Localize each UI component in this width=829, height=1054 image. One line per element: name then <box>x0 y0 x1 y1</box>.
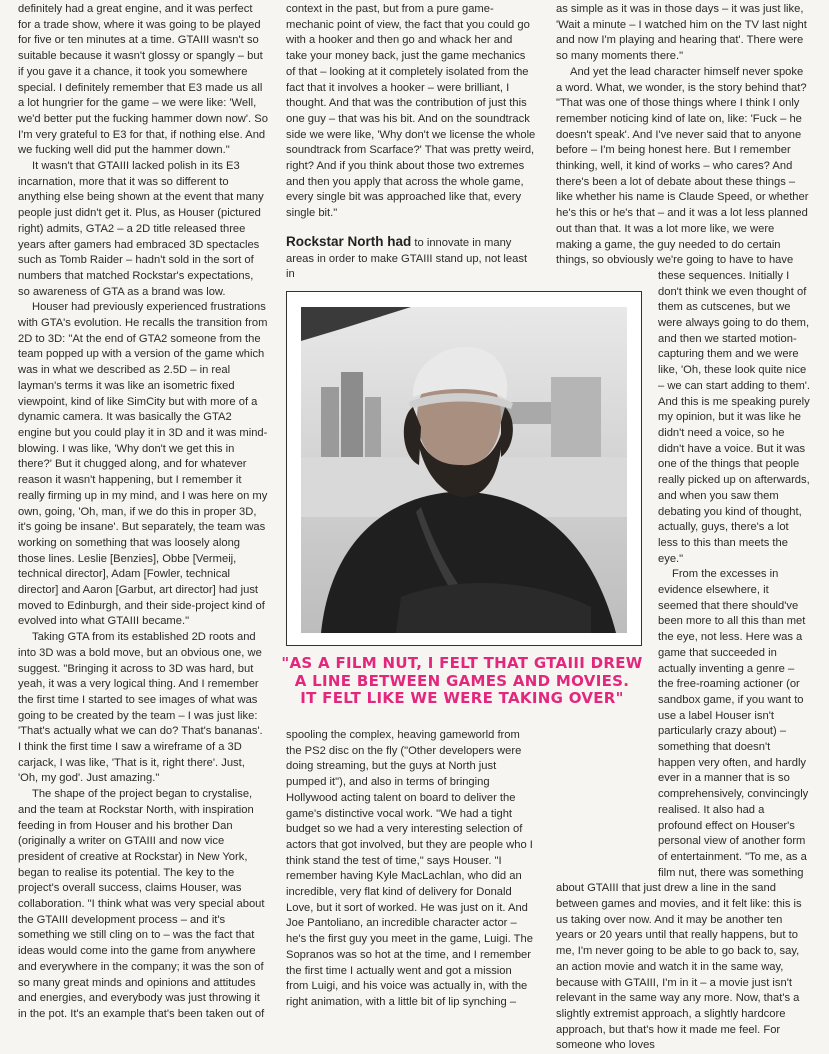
pull-quote-line: A LINE BETWEEN GAMES AND MOVIES. <box>294 671 630 690</box>
paragraph: Taking GTA from its established 2D roots and into 3D was a bold move, but an obvious one, we suggest. "Bringing it across to 3D was hard, but yeah, it was a very logical thing. And I remember the first time I started to see images of what was going to be created by the team – I was just like: 'That's actually what we can do? That's bananas'. I think the first time I saw a wireframe of a 3D carjack, I was like, 'That is it, right there'. Just, 'Oh, my god'. Just amazing." <box>18 631 263 785</box>
runin-text: to innovate in many areas in order to make GTAIII stand up, not least in <box>286 236 528 281</box>
paragraph: And yet the lead character himself never spoke a word. What, we wonder, is the story behind that? "That was one of those things where I think I only remember noticing kind of late on, like: 'Fuck – he doesn't speak'. And I've never said that to anyone before – I'm being honest here. But I remember thinking, well, it kind of works – who cares? And there's been a lot of debate about these things – like whether his name is Claude Speed, or whether he's this or he's that – and it was a lot less planned out than that. It was a lot more like, we were making a game, the guy needed to do certain things, so obviously we're going to have to have these sequences. Initially I don't think we even thought of them as cutscenes, but we were always going to do them, and then we started motion-capturing them and we were like, 'Oh, these look quite nice – we can start adding to them'. And this is me speaking purely my opinion, but it was like he didn't need a voice, so he didn't have a voice. But it was one of the things that people really picked up on afterwards, and when you saw them debating you kind of thought, actually, guys, there's a lot less to this than meets the eye." <box>556 65 811 565</box>
paragraph: The shape of the project began to crystalise, and the team at Rockstar North, with inspiration feeding in from Houser and his brother Dan (originally a writer on GTAIII and now vice president of creative at Rockstar) in New York, began to realise its potential. The key to the project's overall success, claims Houser, was collaboration. "I think what was very special about the GTAIII development process – and it's something we still cling on to – was the fact that ideas would come into the game from anywhere and everywhere in the company; it was the son of so many great minds and opinions and attitudes and energies, and everybody was just throwing it in the pot. It's an example that's been taken out of <box>18 788 265 1020</box>
paragraph: From the excesses in evidence elsewhere, it seemed that there should've been more to all this than met the eye, not less. Here was a game that succeeded in actually inventing a genre – the free-roaming actioner (or sandbox game, if you want to use a label Houser isn't particularly crazy about) – something that doesn't happen very often, and hardly ever in a manner that is so comprehensively, convincingly realised. It also had a profound effect on Houser's personal view of another form of entertainment. "To me, as a film nut, there was something about GTAIII that just drew a line in the sand between games and movies, and it felt like: this is us taking over now. And it may be another ten years or 20 years until that really happens, but to me, I'm never going to be able to go back to, say, an action movie and watch it in the same way, because with GTAIII, I'm in it – a movie just isn't relevant in the same way any more. Now, that's a slightly extremist approach, a slightly hardcore approach, but that's how it made me feel. For someone who loves <box>556 568 809 1052</box>
paragraph: as simple as it was in those days – it was just like, 'Wait a minute – I watched him on the TV last night and now I'm playing and hearing that'. There were so many moments there." <box>556 3 807 63</box>
pull-quote-line: "AS A FILM NUT, I FELT THAT GTAIII DREW <box>281 654 643 672</box>
paragraph: Houser had previously experienced frustrations with GTA's evolution. He recalls the transition from 2D to 3D: "At the end of GTA2 someone from the team popped up with a version of the game which was in what we described as 2.5D – in real layman's terms it was like an isometric fixed viewpoint, kind of like SimCity but with more of a dynamic camera. It was basically the GTA2 engine but you could play it in 3D and it was mind-blowing. I was like, 'Why don't we get this in there?' But it chugged along, and for whatever reason it wasn't happening, but I remember it really firming up in my mind, and I was here on my own, going, 'Oh, man, if we do this in proper 3D, it's going be insane'. But separately, the team was working on something that was loosely along those lines. Leslie [Benzies], Obbe [Vermeij, technical director], Adam [Fowler, technical director] and Aaron [Garbut, art director] had just moved to Edinburgh, and their side-project kind of evolved into what GTAIII became." <box>18 301 268 628</box>
photo-wrap-spacer <box>556 272 658 880</box>
runin-paragraph <box>286 234 536 283</box>
runin-heading: Rockstar North had <box>286 233 412 249</box>
article-column-3 <box>556 2 810 1054</box>
paragraph: definitely had a great engine, and it was perfect for a trade show, where it was going to be played for five or ten minutes at a time. GTAIII wasn't so suitable because it wasn't glossy or spangly – but if you gave it a chance, it took you somewhere special. I definitely remember that E3 made us all a lot hungrier for the game – we were like: 'Well, we'd better put the fucking hammer down now'. So I'm very grateful to E3 for that, if nothing else. And we fucking well did put the hammer down." <box>18 3 268 157</box>
article-column-2-bottom <box>286 728 536 1011</box>
paragraph: context in the past, but from a pure game-mechanic point of view, the fact that you could go with a hooker and then go and whack her and take your money back, just the game mechanics of that – looking at it completely isolated from the fact that it involves a hooker – were brilliant, I thought. And that was the contribution of just this one guy – that was his bit. And on the soundtrack side we were like, 'Why don't we license the whole soundtrack from Scarface?' That was pretty weird, right? And if you think about those two extremes and then you apply that across the whole game, every single bit was approached like that, every single bit." <box>286 3 536 220</box>
article-column-2-top <box>286 2 536 283</box>
article-column-1 <box>18 2 268 1023</box>
pull-quote-line: IT FELT LIKE WE WERE TAKING OVER" <box>300 689 624 707</box>
paragraph: It wasn't that GTAIII lacked polish in its E3 incarnation, more that it was so different to anything else being shown at the event that many people just didn't get it. Plus, as Houser (pictured right) admits, GTA2 – a 2D title released three years after gamers had embraced 3D spectacles such as Tomb Raider – hadn't sold in the sort of numbers that matched Rockstar's expectations, so awareness of GTA as a brand was low. <box>18 160 264 298</box>
paragraph: spooling the complex, heaving gameworld from the PS2 disc on the fly ("Other developers were doing streaming, but the guys at North just pumped it"), and also in terms of bringing Hollywood acting talent on board to deliver the game's distinctive vocal work. "We had a tight budget so we had a very interesting selection of actors that got involved, but they are people who I think stand the test of time," says Houser. "I remember having Kyle MacLachlan, who did an incredible, very flat kind of delivery for Donald Love, but it sort of worked. He was just on it. And Joe Pantoliano, an incredible character actor – he's the first guy you meet in the game, Luigi. The Sopranos was so hot at the time, and I remember the first time I actually went and got a mission from Luigi, and his voice was actually in, with the right animation, with a little bit of lip synching – <box>286 729 533 1008</box>
